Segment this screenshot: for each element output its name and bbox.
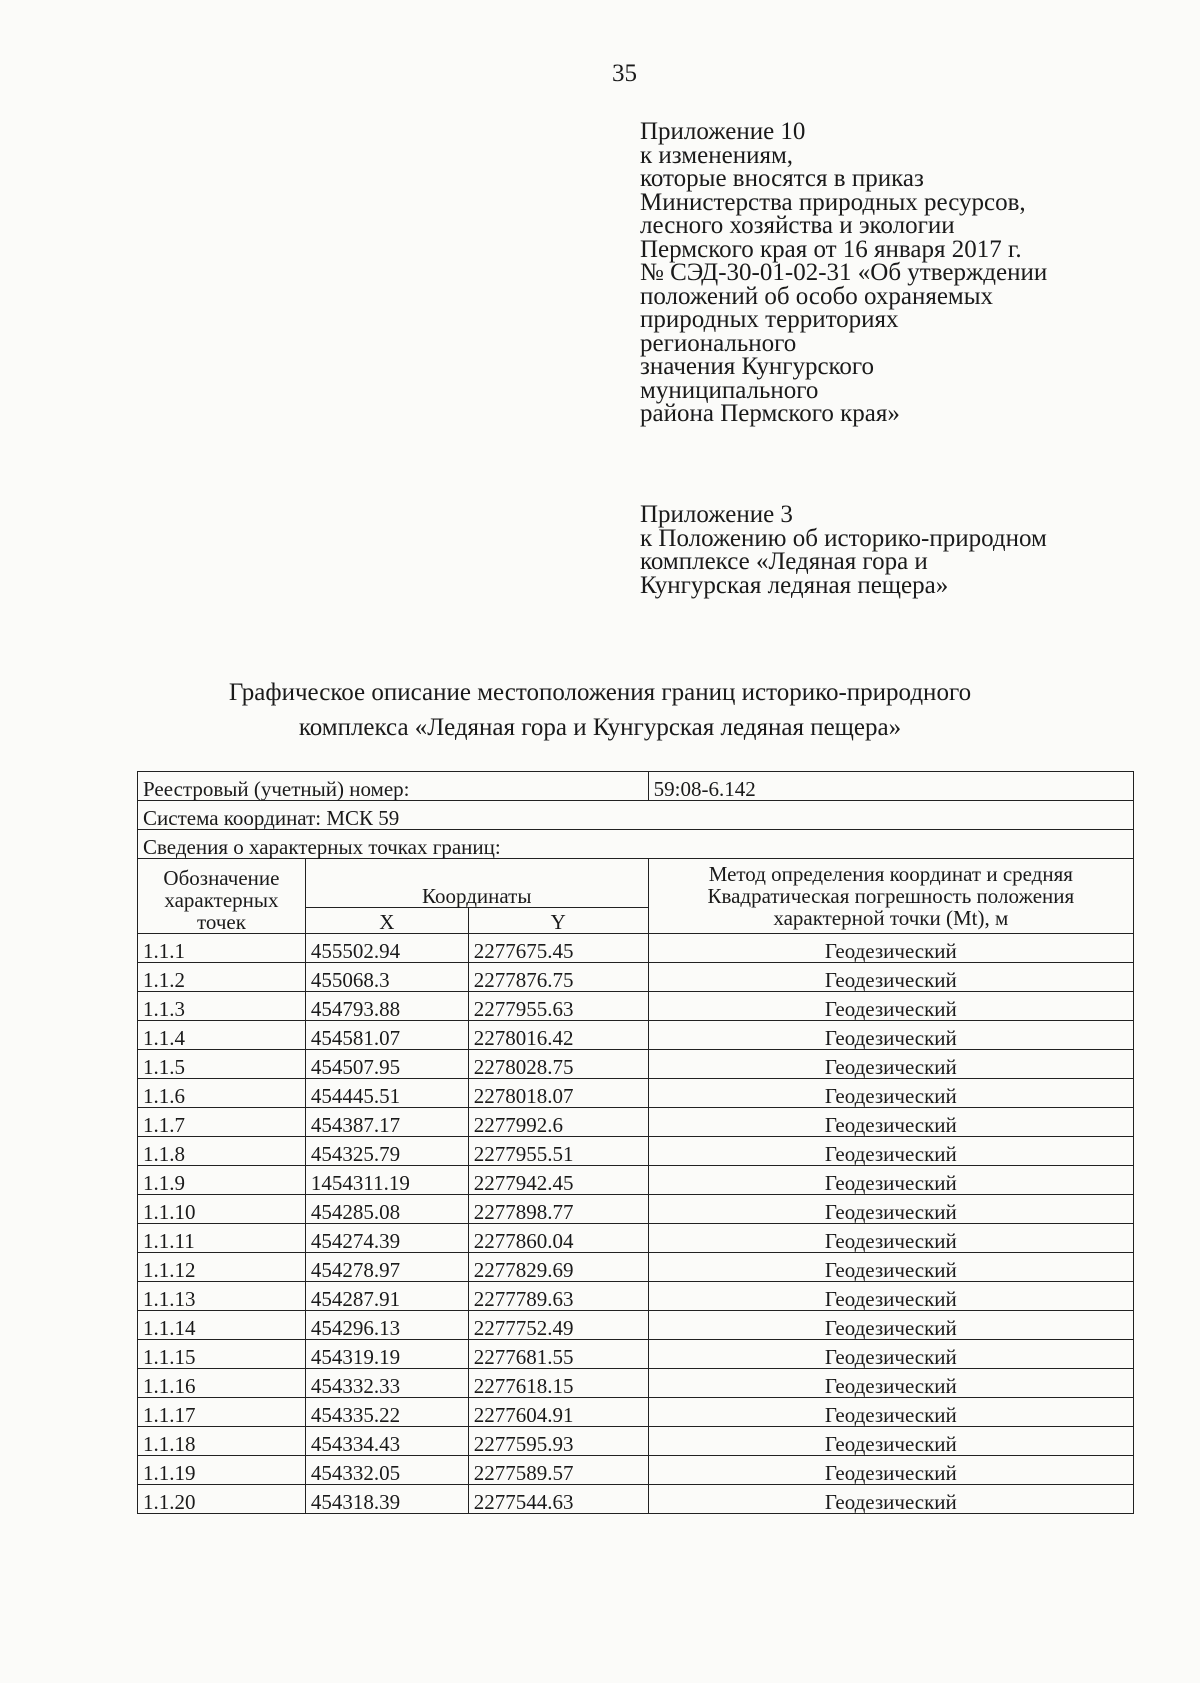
- x-cell: 454332.33: [305, 1369, 468, 1398]
- point-id-cell: 1.1.7: [138, 1108, 306, 1137]
- point-id-cell: 1.1.4: [138, 1021, 306, 1050]
- y-cell: 2277829.69: [468, 1253, 648, 1282]
- y-cell: 2278018.07: [468, 1079, 648, 1108]
- y-cell: 2277544.63: [468, 1485, 648, 1514]
- y-cell: 2277595.93: [468, 1427, 648, 1456]
- point-id-cell: 1.1.13: [138, 1282, 306, 1311]
- x-cell: 454334.43: [305, 1427, 468, 1456]
- annex-10-line: № СЭД-30-01-02-31 «Об утверждении: [640, 259, 1048, 286]
- method-cell: Геодезический: [648, 992, 1133, 1021]
- point-id-cell: 1.1.12: [138, 1253, 306, 1282]
- point-id-cell: 1.1.14: [138, 1311, 306, 1340]
- method-cell: Геодезический: [648, 1282, 1133, 1311]
- y-cell: 2277604.91: [468, 1398, 648, 1427]
- annex-10-line: лесного хозяйства и экологии: [640, 212, 955, 239]
- annex-3-line: Кунгурская ледяная пещера»: [640, 571, 949, 599]
- point-id-cell: 1.1.1: [138, 934, 306, 963]
- table-row: [138, 1427, 1134, 1456]
- document-title: [130, 675, 1070, 745]
- method-cell: Геодезический: [648, 1369, 1133, 1398]
- method-cell: Геодезический: [648, 1253, 1133, 1282]
- table-row: [138, 1369, 1134, 1398]
- annex-10-line: природных территориях: [640, 306, 899, 333]
- header-x: X: [305, 907, 468, 933]
- table-row: [138, 1108, 1134, 1137]
- point-id-cell: 1.1.3: [138, 992, 306, 1021]
- annex-10-line: Министерства природных ресурсов,: [640, 188, 1026, 216]
- y-cell: 2277898.77: [468, 1195, 648, 1224]
- header-coordinates: Координаты: [305, 859, 648, 908]
- header-y: Y: [468, 907, 648, 933]
- method-cell: Геодезический: [648, 1050, 1133, 1079]
- y-cell: 2277955.63: [468, 992, 648, 1021]
- method-cell: Геодезический: [648, 1224, 1133, 1253]
- table-row: [138, 963, 1134, 992]
- x-cell: 454387.17: [305, 1108, 468, 1137]
- y-cell: 2277675.45: [468, 934, 648, 963]
- y-cell: 2278028.75: [468, 1050, 648, 1079]
- point-id-cell: 1.1.20: [138, 1485, 306, 1514]
- point-id-cell: 1.1.6: [138, 1079, 306, 1108]
- annex-3-line: Приложение 3: [640, 501, 793, 528]
- table-row: [138, 1340, 1134, 1369]
- title-line-2: комплекса «Ледяная гора и Кунгурская ледяная пещера»: [298, 714, 902, 741]
- x-cell: 455502.94: [305, 934, 468, 963]
- point-id-cell: 1.1.9: [138, 1166, 306, 1195]
- annex-10-line: положений об особо охраняемых: [640, 282, 994, 310]
- table-row: [138, 934, 1134, 963]
- y-cell: 2277589.57: [468, 1456, 648, 1485]
- y-cell: 2277942.45: [468, 1166, 648, 1195]
- annex-3-header: [640, 503, 1160, 597]
- point-id-cell: 1.1.15: [138, 1340, 306, 1369]
- point-id-cell: 1.1.10: [138, 1195, 306, 1224]
- title-line-1: Графическое описание местоположения границ историко-природного: [228, 679, 972, 706]
- points-info: Сведения о характерных точках границ:: [138, 830, 1134, 859]
- x-cell: 454285.08: [305, 1195, 468, 1224]
- point-id-cell: 1.1.17: [138, 1398, 306, 1427]
- table-row: [138, 992, 1134, 1021]
- header-method: Метод определения координат и средняя Квадратическая погрешность положения характерной точки (Mt), м: [648, 859, 1133, 934]
- annex-10-header: [640, 120, 1160, 426]
- x-cell: 454287.91: [305, 1282, 468, 1311]
- x-cell: 1454311.19: [305, 1166, 468, 1195]
- header-row: [138, 859, 1134, 908]
- registry-value: 59:08-6.142: [648, 772, 1133, 801]
- x-cell: 454325.79: [305, 1137, 468, 1166]
- y-cell: 2277876.75: [468, 963, 648, 992]
- point-id-cell: 1.1.18: [138, 1427, 306, 1456]
- table-row: [138, 1398, 1134, 1427]
- method-cell: Геодезический: [648, 1340, 1133, 1369]
- y-cell: 2277860.04: [468, 1224, 648, 1253]
- table-row: [138, 1485, 1134, 1514]
- registry-label: Реестровый (учетный) номер:: [138, 772, 649, 801]
- x-cell: 454274.39: [305, 1224, 468, 1253]
- method-cell: Геодезический: [648, 1398, 1133, 1427]
- coord-system-row: [138, 801, 1134, 830]
- point-id-cell: 1.1.19: [138, 1456, 306, 1485]
- header-designation: Обозначение характерных точек: [138, 859, 306, 934]
- y-cell: 2277955.51: [468, 1137, 648, 1166]
- x-cell: 454445.51: [305, 1079, 468, 1108]
- table-row: [138, 1050, 1134, 1079]
- method-cell: Геодезический: [648, 1108, 1133, 1137]
- table-row: [138, 1282, 1134, 1311]
- method-cell: Геодезический: [648, 1166, 1133, 1195]
- method-cell: Геодезический: [648, 1195, 1133, 1224]
- point-id-cell: 1.1.16: [138, 1369, 306, 1398]
- annex-10-line: к изменениям,: [640, 141, 794, 169]
- method-cell: Геодезический: [648, 1311, 1133, 1340]
- method-cell: Геодезический: [648, 963, 1133, 992]
- y-cell: 2277618.15: [468, 1369, 648, 1398]
- x-cell: 454332.05: [305, 1456, 468, 1485]
- method-cell: Геодезический: [648, 1427, 1133, 1456]
- y-cell: 2277681.55: [468, 1340, 648, 1369]
- x-cell: 454335.22: [305, 1398, 468, 1427]
- x-cell: 454319.19: [305, 1340, 468, 1369]
- annex-10-line: Пермского края от 16 января 2017 г.: [640, 235, 1022, 263]
- annex-10-line: которые вносятся в приказ: [640, 165, 924, 192]
- boundary-points-table: [137, 771, 1134, 1514]
- table-row: [138, 1137, 1134, 1166]
- table-row: [138, 1253, 1134, 1282]
- y-cell: 2277752.49: [468, 1311, 648, 1340]
- x-cell: 454793.88: [305, 992, 468, 1021]
- table-row: [138, 1166, 1134, 1195]
- point-id-cell: 1.1.11: [138, 1224, 306, 1253]
- method-cell: Геодезический: [648, 1485, 1133, 1514]
- page-number: 35: [612, 60, 637, 87]
- coord-system: Система координат: МСК 59: [138, 801, 1134, 830]
- method-cell: Геодезический: [648, 1079, 1133, 1108]
- annex-3-line: комплексе «Ледяная гора и: [640, 548, 928, 575]
- method-cell: Геодезический: [648, 1021, 1133, 1050]
- x-cell: 454581.07: [305, 1021, 468, 1050]
- table-row: [138, 1021, 1134, 1050]
- registry-row: [138, 772, 1134, 801]
- x-cell: 454278.97: [305, 1253, 468, 1282]
- annex-10-line: значения Кунгурского: [640, 353, 875, 380]
- annex-10-line: Приложение 10: [640, 118, 806, 145]
- point-id-cell: 1.1.5: [138, 1050, 306, 1079]
- x-cell: 454507.95: [305, 1050, 468, 1079]
- method-cell: Геодезический: [648, 1137, 1133, 1166]
- method-cell: Геодезический: [648, 1456, 1133, 1485]
- table-row: [138, 1224, 1134, 1253]
- annex-3-line: к Положению об историко-природном: [640, 524, 1047, 552]
- method-cell: Геодезический: [648, 934, 1133, 963]
- y-cell: 2277992.6: [468, 1108, 648, 1137]
- table-row: [138, 1456, 1134, 1485]
- y-cell: 2277789.63: [468, 1282, 648, 1311]
- annex-10-line: района Пермского края»: [640, 400, 900, 427]
- table-row: [138, 1311, 1134, 1340]
- points-info-row: [138, 830, 1134, 859]
- point-id-cell: 1.1.8: [138, 1137, 306, 1166]
- annex-10-line: муниципального: [640, 376, 819, 404]
- point-id-cell: 1.1.2: [138, 963, 306, 992]
- table-row: [138, 1195, 1134, 1224]
- annex-10-line: регионального: [640, 329, 797, 357]
- x-cell: 454318.39: [305, 1485, 468, 1514]
- table-row: [138, 1079, 1134, 1108]
- x-cell: 454296.13: [305, 1311, 468, 1340]
- x-cell: 455068.3: [305, 963, 468, 992]
- y-cell: 2278016.42: [468, 1021, 648, 1050]
